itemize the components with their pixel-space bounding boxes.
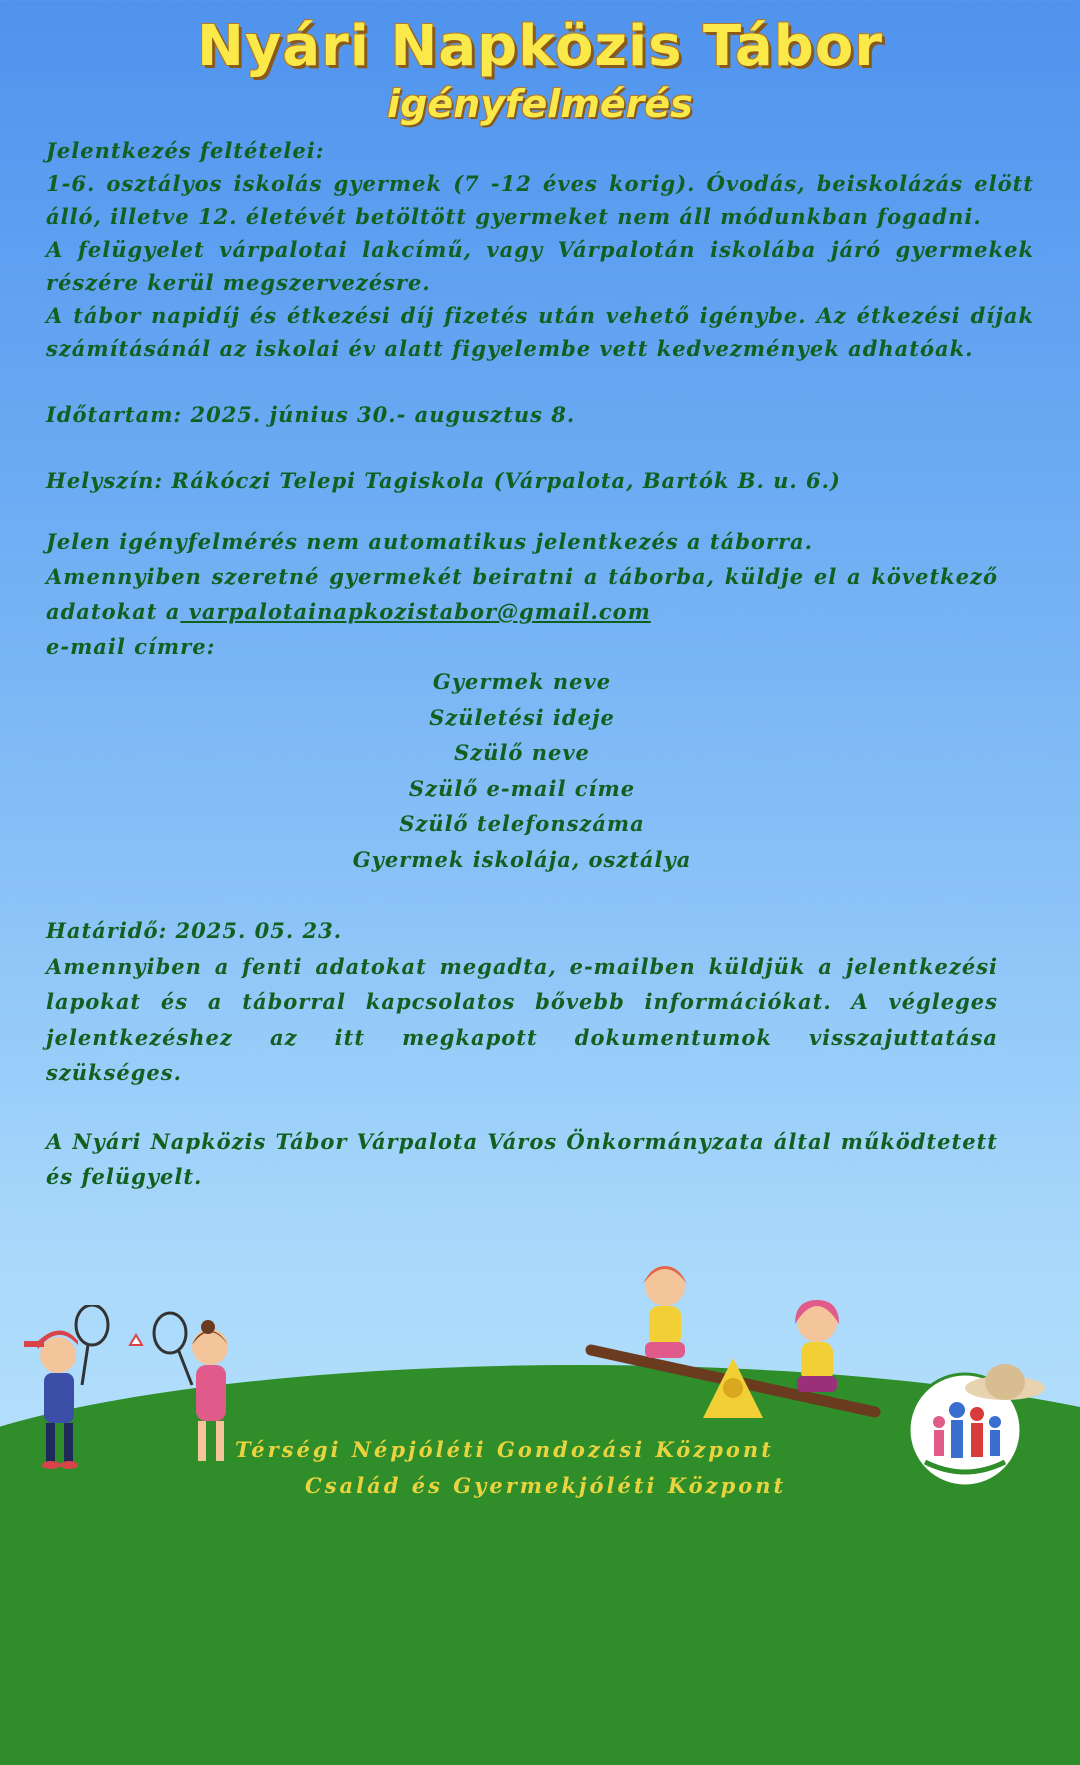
deadline-block xyxy=(46,913,998,1195)
field-parent-phone: Szülő telefonszáma xyxy=(399,811,645,836)
field-child-school: Gyermek iskolája, osztálya xyxy=(352,846,692,872)
location-text: Helyszín: Rákóczi Telepi Tagiskola (Várpalota, Bartók B. u. 6.) xyxy=(46,468,841,493)
poster-subtitle: igényfelmérés xyxy=(387,82,693,126)
footer-line-2: Család és Gyermekjóléti Központ xyxy=(305,1473,787,1498)
poster-body xyxy=(46,134,1034,1195)
field-parent-email: Szülő e-mail címe xyxy=(408,775,636,801)
footer-organization xyxy=(235,1432,895,1504)
field-parent-name: Szülő neve xyxy=(454,740,590,765)
conditions-fee-paragraph: A tábor napidíj és étkezési díj fizetés után vehető igénybe. Az étkezési díjak számításánál az iskolai év alatt figyelembe vett kedvezmények adhatóak. xyxy=(46,303,1034,361)
request-block xyxy=(46,524,998,664)
duration-text: Időtartam: 2025. június 30.- augusztus 8. xyxy=(46,402,576,427)
field-birth-date: Születési ideje xyxy=(429,704,615,730)
deadline-text: Amennyiben a fenti adatokat megadta, e-mailben küldjük a jelentkezési lapokat és a táborral kapcsolatos bővebb információkat. A végleges jelentkezéshez az itt megkapott dokumentumok visszajuttatása szükséges. xyxy=(46,953,998,1085)
request-notice: Jelen igényfelmérés nem automatikus jelentkezés a táborra. xyxy=(46,529,813,554)
conditions-residence-paragraph: A felügyelet várpalotai lakcímű, vagy Várpalotán iskolába járó gyermekek részére kerül megszervezésre. xyxy=(46,237,1034,295)
request-email-suffix: e-mail címre: xyxy=(46,634,216,659)
field-child-name: Gyermek neve xyxy=(432,669,612,694)
email-link[interactable]: varpalotainapkozistabor@gmail.com xyxy=(180,599,651,624)
deadline-heading: Határidő: 2025. 05. 23. xyxy=(46,918,342,943)
badminton-kids-illustration xyxy=(20,1305,260,1485)
request-instructions-text: Amennyiben szeretné gyermekét beiratni a táborba, küldje el a következő adatokat a xyxy=(46,564,998,624)
required-fields-list xyxy=(46,664,998,877)
organization-logo xyxy=(905,1352,1055,1492)
operator-text: A Nyári Napközis Tábor Várpalota Város Önkormányzata által működtetett és felügyelt. xyxy=(46,1128,998,1189)
conditions-heading: Jelentkezés feltételei: xyxy=(46,138,325,163)
seesaw-kids-illustration xyxy=(585,1258,885,1428)
poster-title: Nyári Napközis Tábor xyxy=(197,14,883,79)
conditions-age-paragraph: 1-6. osztályos iskolás gyermek (7 -12 éves korig). Óvodás, beiskolázás elött álló, illetve 12. életévét betöltött gyermeket nem áll módunkban fogadni. xyxy=(46,171,1034,229)
footer-line-1: Térségi Népjóléti Gondozási Központ xyxy=(235,1437,774,1462)
request-instructions xyxy=(46,559,998,629)
